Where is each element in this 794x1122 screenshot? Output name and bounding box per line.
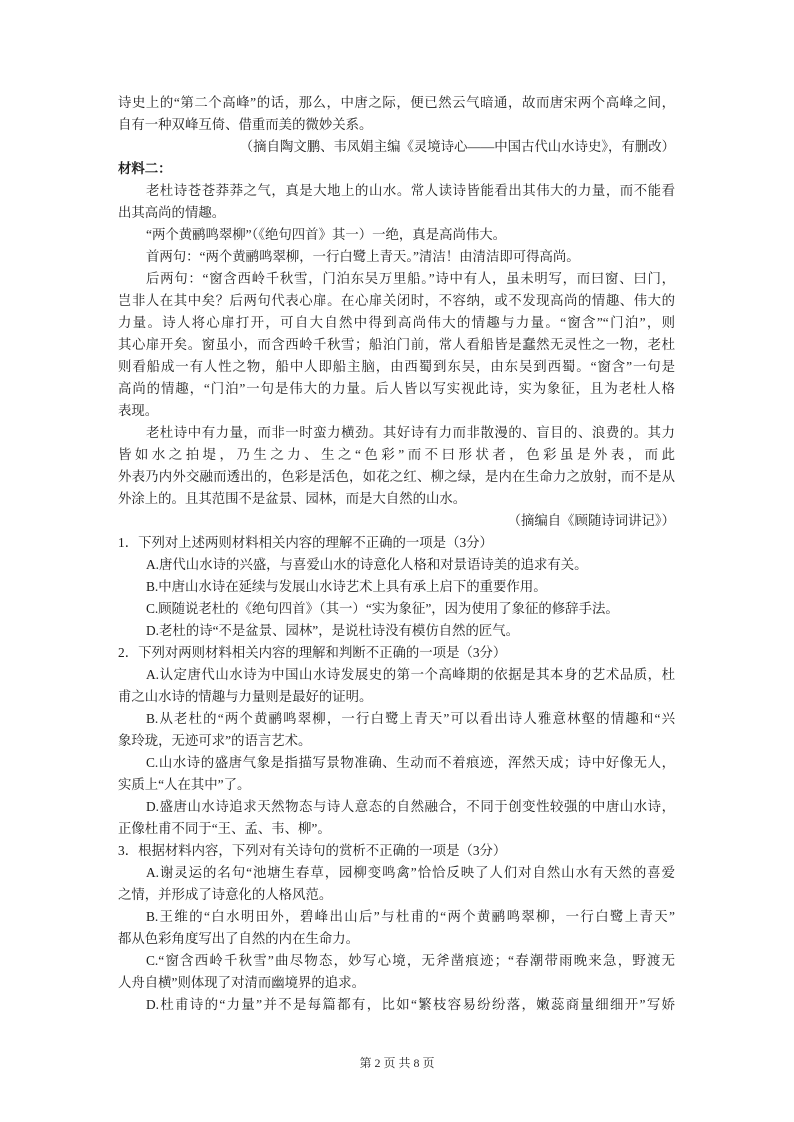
text-line: 老杜诗中有力量，而非一时蛮力横劲。其好诗有力而非散漫的、盲目的、浪费的。其力 [146,425,675,440]
text-line: B.王维的“白水明田外，碧峰出山后”与杜甫的“两个黄鹂鸣翠柳，一行白鹭上青天” [146,909,675,924]
paragraph [118,224,675,246]
text-line: 都从色彩角度写出了自然的内在生命力。 [118,931,360,946]
text-line: C.“窗含西岭千秋雪”曲尽物态，妙写心境，无斧凿痕迹；“春潮带雨晚来急，野渡无 [146,953,675,968]
text-line: C.山水诗的盛唐气象是指描写景物准确、生动而不着痕迹，浑然天成；诗中好像无人， [146,755,675,770]
option-b [118,906,675,950]
text-line: 诗史上的“第二个高峰”的话，那么，中唐之际，便已然云气暗通，故而唐宋两个高峰之间， [118,95,675,110]
text-line: 自有一种双峰互倚、借重而美的微妙关系。 [118,117,373,132]
text-line: 其心扉开矣。窗虽小，而含西岭千秋雪；船泊门前，常人看船皆是蠢然无灵性之一物，老杜 [118,337,675,352]
question-stem: 2．下列对两则材料相关内容的理解和判断不正确的一项是（3分） [118,645,507,660]
text-line: 则看船成一有人性之物，船中人即船主脑，由西蜀到东吴，由东吴到西蜀。“窗含”一句是 [118,359,675,374]
text-line: 人舟自横”则体现了对清而幽境界的追求。 [118,975,365,990]
text-line: 出其高尚的情趣。 [118,205,226,220]
paragraph [118,268,675,422]
option-c [118,950,675,994]
paragraph [118,246,675,268]
question-1 [118,532,675,642]
paragraph [118,422,675,510]
option-a [118,664,675,708]
text-line: 外涂上的。且其范围不是盆景、园林，而是大自然的山水。 [118,491,467,506]
text-line: A.谢灵运的名句“池塘生春草，园柳变鸣禽”恰恰反映了人们对自然山水有天然的喜爱 [146,865,675,880]
text-line: “两个黄鹂鸣翠柳”（《绝句四首》其一）一绝，真是高尚伟大。 [146,227,507,242]
text-line: A.认定唐代山水诗为中国山水诗发展史的第一个高峰期的依据是其本身的艺术品质，杜 [146,667,675,682]
option-b: B.中唐山水诗在延续与发展山水诗艺术上具有承上启下的重要作用。 [146,579,547,594]
paragraph [118,180,675,224]
text-line: 高尚的情趣，“门泊”一句是伟大的力量。后人皆以写实视此诗，实为象征，且为老杜人格 [118,381,675,396]
text-line: 外表乃内外交融而透出的，色彩是活色，如花之红、柳之绿，是内在生命力之放射，而不是从 [118,469,675,484]
text-line: 之情，并形成了诗意化的人格风范。 [118,887,333,902]
option-c: C.顾随说老杜的《绝句四首》（其一）“实为象征”，因为使用了象征的修辞手法。 [146,601,619,616]
text-line: 甫之山水诗的情趣与力量则是最好的证明。 [118,689,373,704]
page-number: 第 2 页 共 8 页 [359,1056,435,1070]
text-line: 表现。 [118,403,159,418]
question-stem: 1．下列对上述两则材料相关内容的理解不正确的一项是（3分） [118,535,493,550]
source-citation: （摘自陶文鹏、韦凤娟主编《灵境诗心——中国古代山水诗史》，有删改） [239,139,675,154]
question-3 [118,840,675,1016]
text-line: 实质上“人在其中”了。 [118,777,251,792]
text-line: 象玲珑，无迹可求”的语言艺术。 [118,733,312,748]
option-b [118,708,675,752]
material-heading: 材料二： [118,161,172,176]
text-line: 力量。诗人将心扉打开，可自大自然中得到高尚伟大的情趣与力量。“窗含”“门泊”，则 [118,315,675,330]
question-stem: 3．根据材料内容，下列对有关诗句的赏析不正确的一项是（3分） [118,843,507,858]
page-content [118,92,675,1016]
text-line: D.盛唐山水诗追求天然物态与诗人意态的自然融合，不同于创变性较强的中唐山水诗， [146,799,675,814]
text-line: B.从老杜的“两个黄鹂鸣翠柳，一行白鹭上青天”可以看出诗人雅意林壑的情趣和“兴 [146,711,675,726]
text-line: 首两句：“两个黄鹂鸣翠柳，一行白鹭上青天。”清洁！由清洁即可得高尚。 [146,249,580,264]
source-citation: （摘编自《顾随诗词讲记》） [507,513,675,528]
material-one-excerpt [118,92,675,158]
text-line: 正像杜甫不同于“王、孟、韦、柳”。 [118,821,331,836]
option-d: D.老杜的诗“不是盆景、园林”，是说杜诗没有模仿自然的匠气。 [146,623,520,638]
question-2 [118,642,675,840]
text-line: 后两句：“窗含西岭千秋雪，门泊东吴万里船。”诗中有人，虽未明写，而曰窗、曰门， [146,271,675,286]
option-a [118,862,675,906]
text-line: 老杜诗苍苍莽莽之气，真是大地上的山水。常人读诗皆能看出其伟大的力量，而不能看 [146,183,675,198]
option-c [118,752,675,796]
text-line: D.杜甫诗的“力量”并不是每篇都有，比如“繁枝容易纷纷落，嫩蕊商量细细开”写娇 [146,997,675,1012]
text-line: 岂非人在其中矣？后两句代表心扉。在心扉关闭时，不容纳，或不发现高尚的情趣、伟大的 [118,293,675,308]
option-d [118,796,675,840]
option-a: A.唐代山水诗的兴盛，与喜爱山水的诗意化人格和对景语诗美的追求有关。 [146,557,588,572]
material-two [118,158,675,532]
option-d [118,994,675,1016]
text-line: 皆如水之拍堤，乃生之力、生之“色彩”而不曰形状者，色彩虽是外表，而此 [118,447,675,462]
